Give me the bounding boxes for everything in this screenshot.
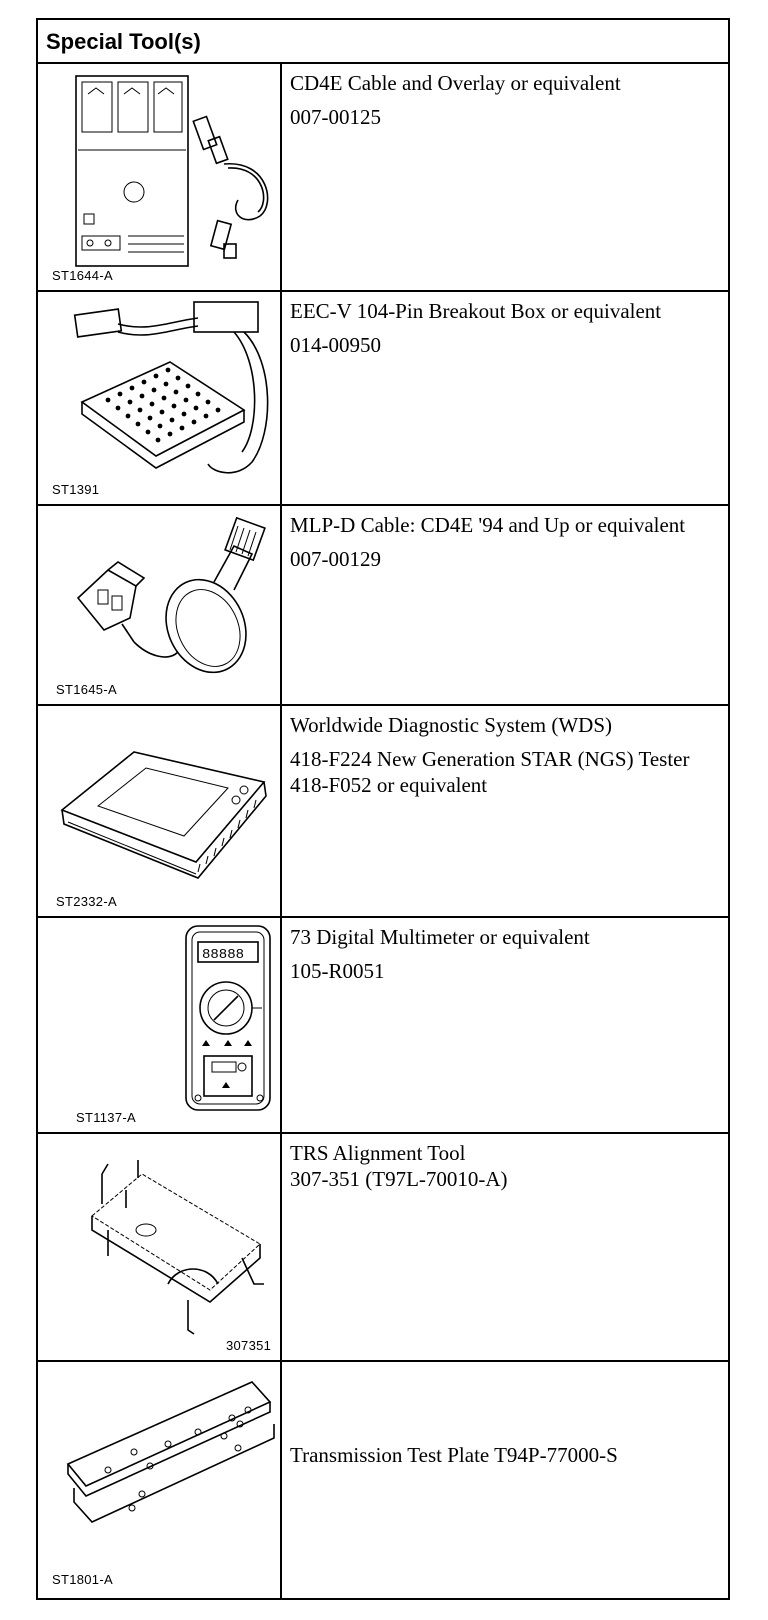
table-row <box>38 292 728 506</box>
tool-name: 73 Digital Multimeter or equivalent <box>290 925 590 949</box>
tool-image-code: ST1801-A <box>52 1572 113 1587</box>
cable-overlay-icon <box>38 64 280 290</box>
tool-description <box>282 292 728 504</box>
table-row <box>38 1362 728 1600</box>
tool-description <box>282 1362 728 1600</box>
tool-description <box>282 1134 728 1360</box>
diagnostic-tester-icon <box>38 706 280 916</box>
table-row <box>38 64 728 292</box>
tool-description <box>282 506 728 704</box>
tool-image-code: ST1391 <box>52 482 100 497</box>
tool-part-number: 007-00129 <box>290 547 381 571</box>
alignment-tool-icon <box>38 1134 280 1360</box>
tool-image-cell <box>38 1134 282 1360</box>
tool-image-code: 307351 <box>226 1338 272 1353</box>
tool-name: CD4E Cable and Overlay or equivalent <box>290 71 621 95</box>
test-plate-icon <box>38 1362 280 1598</box>
mlp-cable-icon <box>38 506 280 704</box>
special-tools-table <box>36 18 730 1600</box>
tool-name: Transmission Test Plate T94P-77000-S <box>290 1443 618 1467</box>
tool-image-code: ST1644-A <box>52 268 113 283</box>
table-row <box>38 918 728 1134</box>
tool-image-cell <box>38 1362 282 1600</box>
multimeter-display-value: 88888 <box>202 947 245 963</box>
tool-name: EEC-V 104-Pin Breakout Box or equivalent <box>290 299 662 323</box>
tool-image-code: ST1137-A <box>76 1110 136 1125</box>
tool-image-cell <box>38 706 282 916</box>
breakout-box-icon <box>38 292 280 504</box>
tool-image-cell <box>38 506 282 704</box>
table-row <box>38 506 728 706</box>
tool-part-number: 014-00950 <box>290 333 381 357</box>
tool-name: MLP-D Cable: CD4E '94 and Up or equivalent <box>290 513 686 537</box>
tool-image-code: ST1645-A <box>56 682 117 697</box>
tool-name: Worldwide Diagnostic System (WDS) <box>290 713 613 737</box>
tool-part-number: 105-R0051 <box>290 959 385 983</box>
tool-part-number: 007-00125 <box>290 105 381 129</box>
tool-description <box>282 918 728 1132</box>
tool-image-cell <box>38 64 282 290</box>
tool-image-code: ST2332-A <box>56 894 117 909</box>
tool-image-cell <box>38 292 282 504</box>
table-row <box>38 1134 728 1362</box>
tool-image-cell <box>38 918 282 1132</box>
multimeter-icon <box>38 918 280 1132</box>
table-row <box>38 706 728 918</box>
tool-part-number: 418-F224 New Generation STAR (NGS) Tester 418-F052 or equivalent <box>290 747 690 797</box>
tool-description <box>282 706 728 916</box>
tool-description <box>282 64 728 290</box>
table-header: Special Tool(s) <box>38 20 728 64</box>
tool-part-number: 307-351 (T97L-70010-A) <box>290 1167 508 1191</box>
tool-name: TRS Alignment Tool <box>290 1141 466 1165</box>
